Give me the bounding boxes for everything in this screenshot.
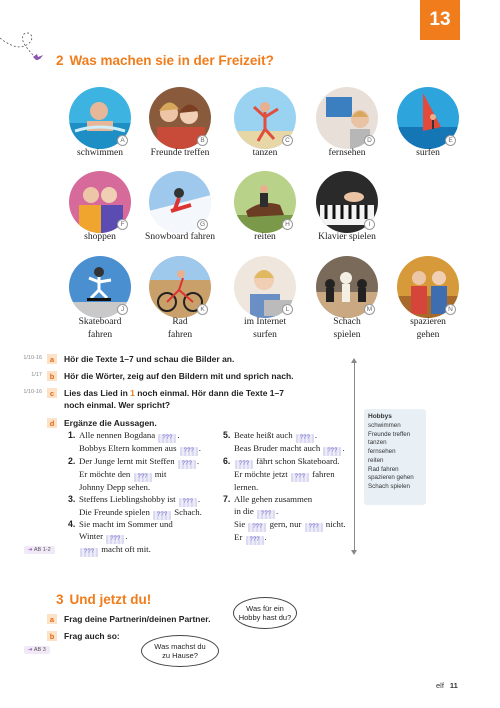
bird-icon (32, 52, 44, 62)
answer-gap[interactable]: ??? (305, 523, 323, 532)
exercise-letter-b: b (47, 371, 57, 381)
speech-bubble-hobby (233, 597, 297, 629)
sec3-instruction-b: Frag auch so: (64, 631, 120, 641)
picture-letter-m: M (364, 304, 375, 315)
answer-gap[interactable]: ??? (296, 434, 314, 443)
picture-caption-schach-spielen: Schach spielen (333, 317, 361, 340)
ab-ref-3 (24, 646, 50, 654)
statement-6: 6. ??? fährt schon Skateboard. Er möchte jetzt ??? fahren lernen. (223, 456, 340, 492)
statement-4: 4. Sie macht im Sommer und Winter ??? . ??? macht oft mit. (68, 519, 173, 555)
exercise-instruction-d: Ergänze die Aussagen. (64, 418, 157, 428)
answer-gap[interactable]: ??? (180, 447, 198, 456)
hobby-word: schwimmen (368, 422, 401, 429)
page-number: 11 (449, 681, 458, 690)
hobbys-box-title: Hobbys (368, 413, 392, 420)
statement-7: 7. Alle gehen zusammen in die ??? . Sie ??? gern, nur ??? nicht. Er ??? . (223, 494, 346, 543)
hobby-word: Schach spielen (368, 482, 410, 490)
picture-caption-tanzen: tanzen (252, 148, 278, 158)
exercise-instruction-b: Hör die Wörter, zeig auf den Bildern mit und sprich nach. (64, 371, 294, 381)
hobby-word: fernsehen (368, 448, 396, 456)
picture-letter-d: D (364, 135, 375, 146)
bubble1-line1: Was für ein (246, 603, 284, 613)
exercise-letter-a: a (47, 354, 57, 364)
picture-caption-fernsehen: fernsehen (328, 148, 366, 158)
statement-2: 2. Der Junge lernt mit Steffen ??? . Er möchte den ??? mit Johnny Depp sehen. (68, 456, 200, 492)
picture-letter-h: H (282, 219, 293, 230)
answer-gap[interactable]: ??? (323, 447, 341, 456)
picture-caption-freunde-treffen: Freunde treffen (150, 148, 210, 158)
chapter-badge: 13 (420, 0, 460, 40)
audio-track-a: 1/10-16 (23, 355, 42, 361)
hobby-word: tanzen (368, 439, 387, 447)
answer-gap[interactable]: ??? (235, 460, 253, 469)
picture-letter-g: G (197, 219, 208, 230)
divider-arrow-top (351, 358, 357, 363)
hobby-word: Freunde treffen (368, 430, 411, 438)
picture-letter-a: A (117, 135, 128, 146)
answer-gap[interactable]: ??? (179, 498, 197, 507)
answer-gap[interactable]: ??? (246, 536, 264, 545)
ab-ref-1-2 (24, 546, 55, 554)
picture-letter-j: J (117, 304, 128, 315)
picture-caption-klavier-spielen: Klavier spielen (318, 232, 376, 242)
ab-ref-3-text: AB 3 (33, 647, 46, 653)
picture-caption-schwimmen: schwimmen (77, 148, 123, 158)
speech-bubble-home (141, 635, 219, 667)
bubble2-line1: Was machst du (154, 641, 206, 651)
ab-ref-1-2-text: AB 1-2 (33, 547, 51, 553)
hobby-word: Rad fahren (368, 465, 399, 473)
picture-caption-skateboard-fahren: Skateboard fahren (78, 317, 122, 340)
answer-gap[interactable]: ??? (248, 523, 266, 532)
audio-track-c: 1/10-16 (23, 389, 42, 395)
audio-track-b: 1/17 (31, 372, 42, 378)
column-divider (354, 362, 355, 552)
answer-gap[interactable]: ??? (291, 473, 309, 482)
section-3-number: 3 (56, 592, 64, 607)
picture-letter-e: E (445, 135, 456, 146)
answer-gap[interactable]: ??? (134, 473, 152, 482)
picture-letter-f: F (117, 219, 128, 230)
hobby-word: spazieren gehen (368, 474, 414, 482)
hobbys-box (364, 409, 426, 505)
statement-1: 1. Alle nennen Bogdana ??? . Bobbys Eltern kommen aus ??? . (68, 430, 201, 454)
section-2-title-text: Was machen sie in der Freizeit? (69, 53, 274, 68)
answer-gap[interactable]: ??? (178, 460, 196, 469)
picture-letter-b: B (197, 135, 208, 146)
hobby-word: reiten (368, 456, 384, 464)
arrow-icon: ➔ (28, 547, 34, 553)
exercise-letter-c: c (47, 388, 57, 398)
picture-caption-rad-fahren: Rad fahren (167, 317, 193, 340)
answer-gap[interactable]: ??? (158, 434, 176, 443)
exercise-letter-d: d (47, 418, 57, 428)
section-3-title-text: Und jetzt du! (69, 592, 152, 607)
sec3-instruction-a: Frag deine Partnerin/deinen Partner. (64, 614, 211, 624)
footer-word: elf (436, 681, 444, 690)
picture-caption-spazieren-gehen: spazieren gehen (410, 317, 446, 340)
page-footer (436, 681, 458, 690)
answer-gap[interactable]: ??? (153, 511, 171, 520)
answer-gap[interactable]: ??? (106, 535, 124, 544)
bubble1-line2: Hobby hast du? (238, 613, 292, 622)
exercise-instruction-a: Hör die Texte 1–7 und schau die Bilder an. (64, 354, 235, 364)
statement-5: 5. Beate heißt auch ??? . Beas Bruder macht auch ??? . (223, 430, 345, 454)
section-2-number: 2 (56, 53, 64, 68)
answer-gap[interactable]: ??? (80, 548, 98, 557)
picture-letter-n: N (445, 304, 456, 315)
decorative-dashed-path (0, 20, 60, 70)
picture-caption-snowboard-fahren: Snowboard fahren (145, 232, 215, 242)
divider-arrow-bottom (351, 550, 357, 555)
section-3-title (56, 592, 151, 607)
bubble2-line2: zu Hause? (162, 651, 198, 660)
picture-caption-surfen: surfen (416, 148, 440, 158)
picture-letter-i: I (364, 219, 375, 230)
section-2-title (56, 53, 274, 68)
picture-letter-k: K (197, 304, 208, 315)
statement-3: 3. Steffens Lieblingshobby ist ??? . Die Freunde spielen ??? Schach. (68, 494, 202, 518)
answer-gap[interactable]: ??? (257, 510, 275, 519)
picture-caption-reiten: reiten (254, 232, 276, 242)
picture-caption-im-internet-surfen: im Internet surfen (244, 317, 286, 340)
picture-letter-l: L (282, 304, 293, 315)
exercise-instruction-c: Lies das Lied in 1 noch einmal. Hör dann die Texte 1–7 noch einmal. Wer spricht? (64, 388, 284, 410)
sec3-exercise-letter-b: b (47, 631, 57, 641)
picture-letter-c: C (282, 135, 293, 146)
arrow-icon: ➔ (28, 647, 34, 653)
sec3-exercise-letter-a: a (47, 614, 57, 624)
picture-caption-shoppen: shoppen (84, 232, 116, 242)
